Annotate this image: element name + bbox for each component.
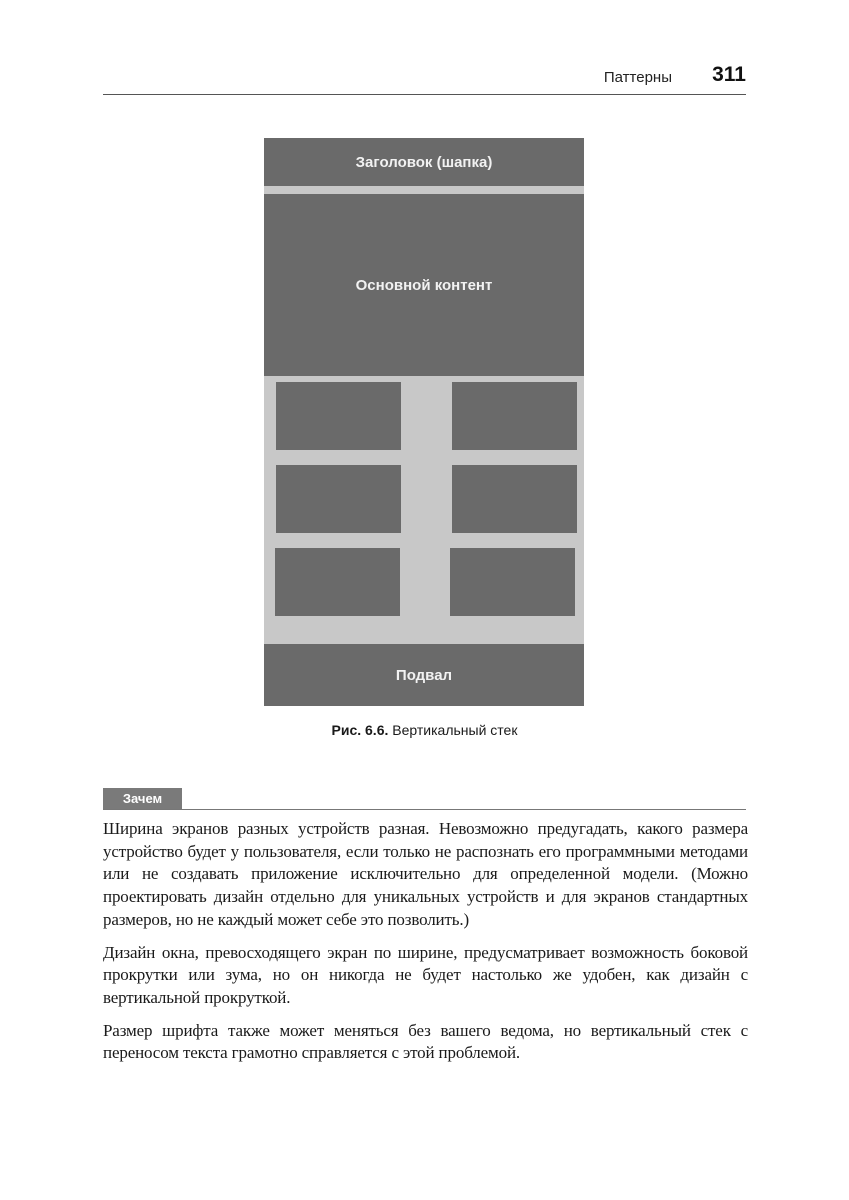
figure-main-content-block [264, 194, 584, 376]
figure-card [450, 548, 575, 616]
page-number: 311 [712, 63, 746, 86]
running-head [103, 62, 746, 95]
figure-caption [103, 722, 746, 738]
section-heading [103, 788, 746, 810]
paragraph: Ширина экранов разных устройств разная. Невозможно предугадать, какого размера устройство будет у пользователя, если только не распознать его программными методами или не создавать приложение исключительно для определенной модели. (Можно проектировать дизайн отдельно для уникальных устройств и для экранов стандартных размеров, но не каждый может себе это позволить.) [103, 819, 748, 929]
paragraph: Дизайн окна, превосходящего экран по ширине, предусматривает возможность боковой прокрутки или зума, но он никогда не будет настолько же удобен, как дизайн с вертикальной прокруткой. [103, 942, 748, 1007]
figure-header-label: Заголовок (шапка) [355, 153, 493, 171]
figure-card [276, 382, 401, 450]
figure-footer-block [264, 644, 584, 706]
running-title: Паттерны [603, 69, 672, 86]
figure-card [275, 548, 400, 616]
figure-card [452, 382, 577, 450]
caption-text: Вертикальный стек [388, 722, 518, 738]
figure-card [452, 465, 577, 533]
figure-footer-label: Подвал [395, 666, 453, 684]
paragraph: Размер шрифта также может меняться без вашего ведома, но вертикальный стек с переносом текста грамотно справляется с этой проблемой. [103, 1020, 748, 1063]
caption-label: Рис. 6.6. [331, 722, 389, 738]
figure-main-label: Основной контент [355, 276, 493, 294]
vertical-stack-figure [264, 138, 584, 706]
figure-header-block [264, 138, 584, 186]
figure-card [276, 465, 401, 533]
section-label: Зачем [103, 788, 182, 809]
body-text [103, 818, 748, 1075]
